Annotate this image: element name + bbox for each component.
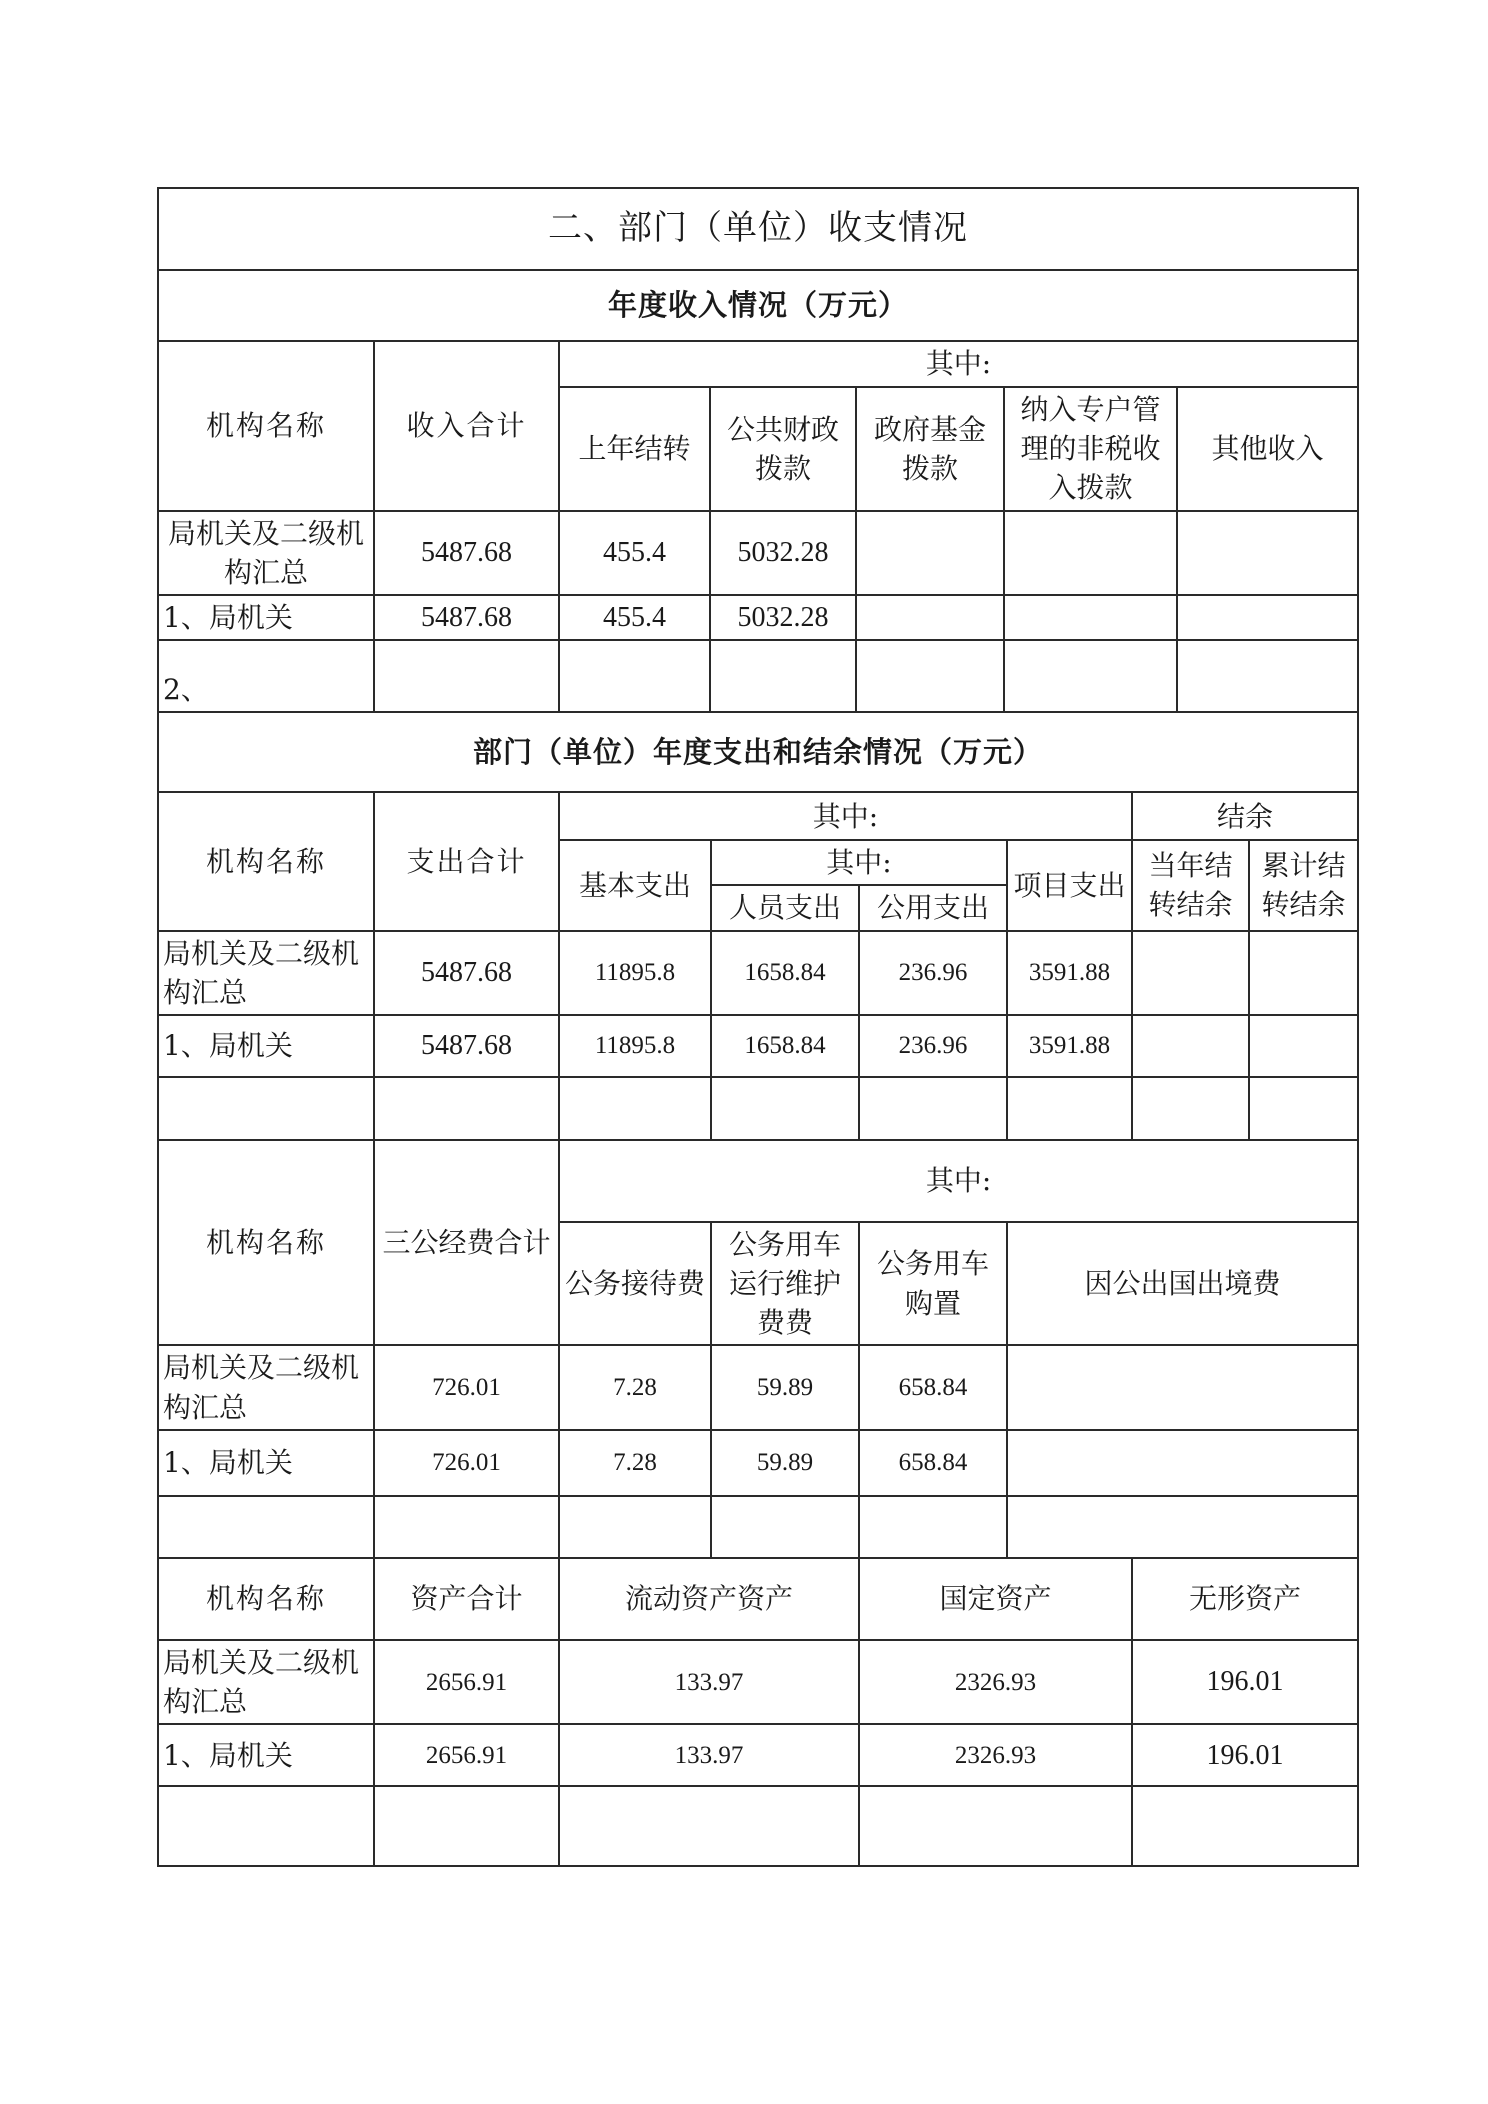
income-row-gov-fund: [856, 595, 1004, 640]
three-public-row-car-purchase: [859, 1496, 1007, 1558]
three-public-header-org: 机构名称: [158, 1140, 374, 1346]
three-public-row-total: 726.01: [374, 1345, 559, 1429]
assets-header-intangible: 无形资产: [1132, 1558, 1358, 1640]
expense-row-basic: 11895.8: [559, 1015, 711, 1077]
three-public-row-org: 1、局机关: [158, 1430, 374, 1496]
expense-row-cumulative-balance: [1249, 1077, 1358, 1140]
three-public-row-reception: 7.28: [559, 1430, 711, 1496]
expense-header-org: 机构名称: [158, 792, 374, 930]
expense-row-cumulative-balance: [1249, 1015, 1358, 1077]
income-section-title: 年度收入情况（万元）: [158, 270, 1358, 341]
assets-row-current: 133.97: [559, 1640, 859, 1724]
income-row-other: [1177, 595, 1358, 640]
expense-row-org: 1、局机关: [158, 1015, 374, 1077]
assets-row-intangible: 196.01: [1132, 1724, 1358, 1786]
expense-row-basic: 11895.8: [559, 931, 711, 1015]
expense-row-public-use: 236.96: [859, 931, 1007, 1015]
expense-header-balance: 结余: [1132, 792, 1358, 840]
income-header-total: 收入合计: [374, 341, 559, 511]
expense-row-current-balance: [1132, 1077, 1249, 1140]
income-row-gov-fund: [856, 511, 1004, 595]
income-row-total: 5487.68: [374, 511, 559, 595]
income-row-total: 5487.68: [374, 595, 559, 640]
table-row: [158, 1077, 1358, 1140]
income-row-nontax: [1004, 640, 1177, 712]
expense-header-total: 支出合计: [374, 792, 559, 930]
page-title: 二、部门（单位）收支情况: [158, 188, 1358, 270]
three-public-row-car-purchase: 658.84: [859, 1345, 1007, 1429]
expense-row-personnel: [711, 1077, 859, 1140]
three-public-row-car-operation: 59.89: [711, 1430, 859, 1496]
expense-row-total: 5487.68: [374, 1015, 559, 1077]
income-header-of-which: 其中:: [559, 341, 1358, 387]
income-row-nontax: [1004, 511, 1177, 595]
income-row-total: [374, 640, 559, 712]
income-row-org: 2、: [158, 640, 374, 712]
assets-header-total: 资产合计: [374, 1558, 559, 1640]
three-public-row-car-operation: 59.89: [711, 1345, 859, 1429]
table-row: [158, 931, 1358, 1015]
three-public-row-total: [374, 1496, 559, 1558]
income-row-gov-fund: [856, 640, 1004, 712]
income-row-carryover: 455.4: [559, 511, 710, 595]
income-header-carryover: 上年结转: [559, 387, 710, 511]
three-public-row-car-operation: [711, 1496, 859, 1558]
table-row: [158, 1496, 1358, 1558]
income-row-other: [1177, 640, 1358, 712]
expense-row-personnel: 1658.84: [711, 1015, 859, 1077]
table-row: [158, 1430, 1358, 1496]
assets-row-current: 133.97: [559, 1724, 859, 1786]
income-header-org: 机构名称: [158, 341, 374, 511]
expense-row-public-use: 236.96: [859, 1015, 1007, 1077]
expense-header-cumulative-balance: 累计结转结余: [1249, 840, 1358, 930]
expense-row-personnel: 1658.84: [711, 931, 859, 1015]
three-public-header-car-operation: 公务用车运行维护费费: [711, 1222, 859, 1346]
assets-header-current: 流动资产资产: [559, 1558, 859, 1640]
expense-header-public-use: 公用支出: [859, 885, 1007, 930]
expense-table: [157, 791, 1359, 1867]
assets-row-total: [374, 1786, 559, 1866]
three-public-row-travel-abroad: [1007, 1430, 1358, 1496]
expense-row-cumulative-balance: [1249, 931, 1358, 1015]
expense-row-total: [374, 1077, 559, 1140]
income-table: [157, 187, 1359, 793]
table-row: [158, 1786, 1358, 1866]
assets-row-current: [559, 1786, 859, 1866]
expense-header-project: 项目支出: [1007, 840, 1132, 930]
expense-header-current-balance: 当年结转结余: [1132, 840, 1249, 930]
three-public-header-car-purchase: 公务用车购置: [859, 1222, 1007, 1346]
table-row: [158, 511, 1358, 595]
three-public-header-reception: 公务接待费: [559, 1222, 711, 1346]
assets-row-intangible: [1132, 1786, 1358, 1866]
assets-row-org: [158, 1786, 374, 1866]
income-header-nontax: 纳入专户管理的非税收入拨款: [1004, 387, 1177, 511]
table-row: [158, 1724, 1358, 1786]
assets-row-fixed: 2326.93: [859, 1724, 1132, 1786]
three-public-row-reception: [559, 1496, 711, 1558]
three-public-row-org: 局机关及二级机构汇总: [158, 1345, 374, 1429]
expense-row-total: 5487.68: [374, 931, 559, 1015]
three-public-row-car-purchase: 658.84: [859, 1430, 1007, 1496]
three-public-row-travel-abroad: [1007, 1345, 1358, 1429]
three-public-row-reception: 7.28: [559, 1345, 711, 1429]
assets-header-org: 机构名称: [158, 1558, 374, 1640]
three-public-row-travel-abroad: [1007, 1496, 1358, 1558]
finance-report-sheet: [157, 187, 1357, 1867]
table-row: [158, 1640, 1358, 1724]
income-row-carryover: 455.4: [559, 595, 710, 640]
expense-header-of-which: 其中:: [559, 792, 1132, 840]
income-header-gov-fund: 政府基金拨款: [856, 387, 1004, 511]
expense-row-project: [1007, 1077, 1132, 1140]
expense-header-personnel: 人员支出: [711, 885, 859, 930]
three-public-header-travel-abroad: 因公出国出境费: [1007, 1222, 1358, 1346]
income-row-public-finance: 5032.28: [710, 595, 856, 640]
income-row-nontax: [1004, 595, 1177, 640]
expense-row-current-balance: [1132, 1015, 1249, 1077]
table-row: [158, 640, 1358, 712]
expense-row-project: 3591.88: [1007, 1015, 1132, 1077]
income-header-public-finance: 公共财政拨款: [710, 387, 856, 511]
income-row-public-finance: [710, 640, 856, 712]
three-public-row-total: 726.01: [374, 1430, 559, 1496]
expense-row-org: [158, 1077, 374, 1140]
income-header-other: 其他收入: [1177, 387, 1358, 511]
expense-section-title: 部门（单位）年度支出和结余情况（万元）: [158, 712, 1358, 792]
expense-row-basic: [559, 1077, 711, 1140]
income-row-carryover: [559, 640, 710, 712]
assets-row-total: 2656.91: [374, 1724, 559, 1786]
three-public-header-total: 三公经费合计: [374, 1140, 559, 1346]
expense-row-org: 局机关及二级机构汇总: [158, 931, 374, 1015]
expense-row-project: 3591.88: [1007, 931, 1132, 1015]
expense-row-public-use: [859, 1077, 1007, 1140]
income-row-org: 局机关及二级机构汇总: [158, 511, 374, 595]
income-row-other: [1177, 511, 1358, 595]
income-row-public-finance: 5032.28: [710, 511, 856, 595]
assets-row-org: 1、局机关: [158, 1724, 374, 1786]
table-row: [158, 1345, 1358, 1429]
expense-header-of-which2: 其中:: [711, 840, 1007, 885]
table-row: [158, 1015, 1358, 1077]
assets-row-fixed: 2326.93: [859, 1640, 1132, 1724]
expense-header-basic: 基本支出: [559, 840, 711, 930]
three-public-header-of-which: 其中:: [559, 1140, 1358, 1222]
assets-header-fixed: 国定资产: [859, 1558, 1132, 1640]
expense-row-current-balance: [1132, 931, 1249, 1015]
table-row: [158, 595, 1358, 640]
assets-row-fixed: [859, 1786, 1132, 1866]
assets-row-intangible: 196.01: [1132, 1640, 1358, 1724]
income-row-org: 1、局机关: [158, 595, 374, 640]
three-public-row-org: [158, 1496, 374, 1558]
assets-row-org: 局机关及二级机构汇总: [158, 1640, 374, 1724]
assets-row-total: 2656.91: [374, 1640, 559, 1724]
